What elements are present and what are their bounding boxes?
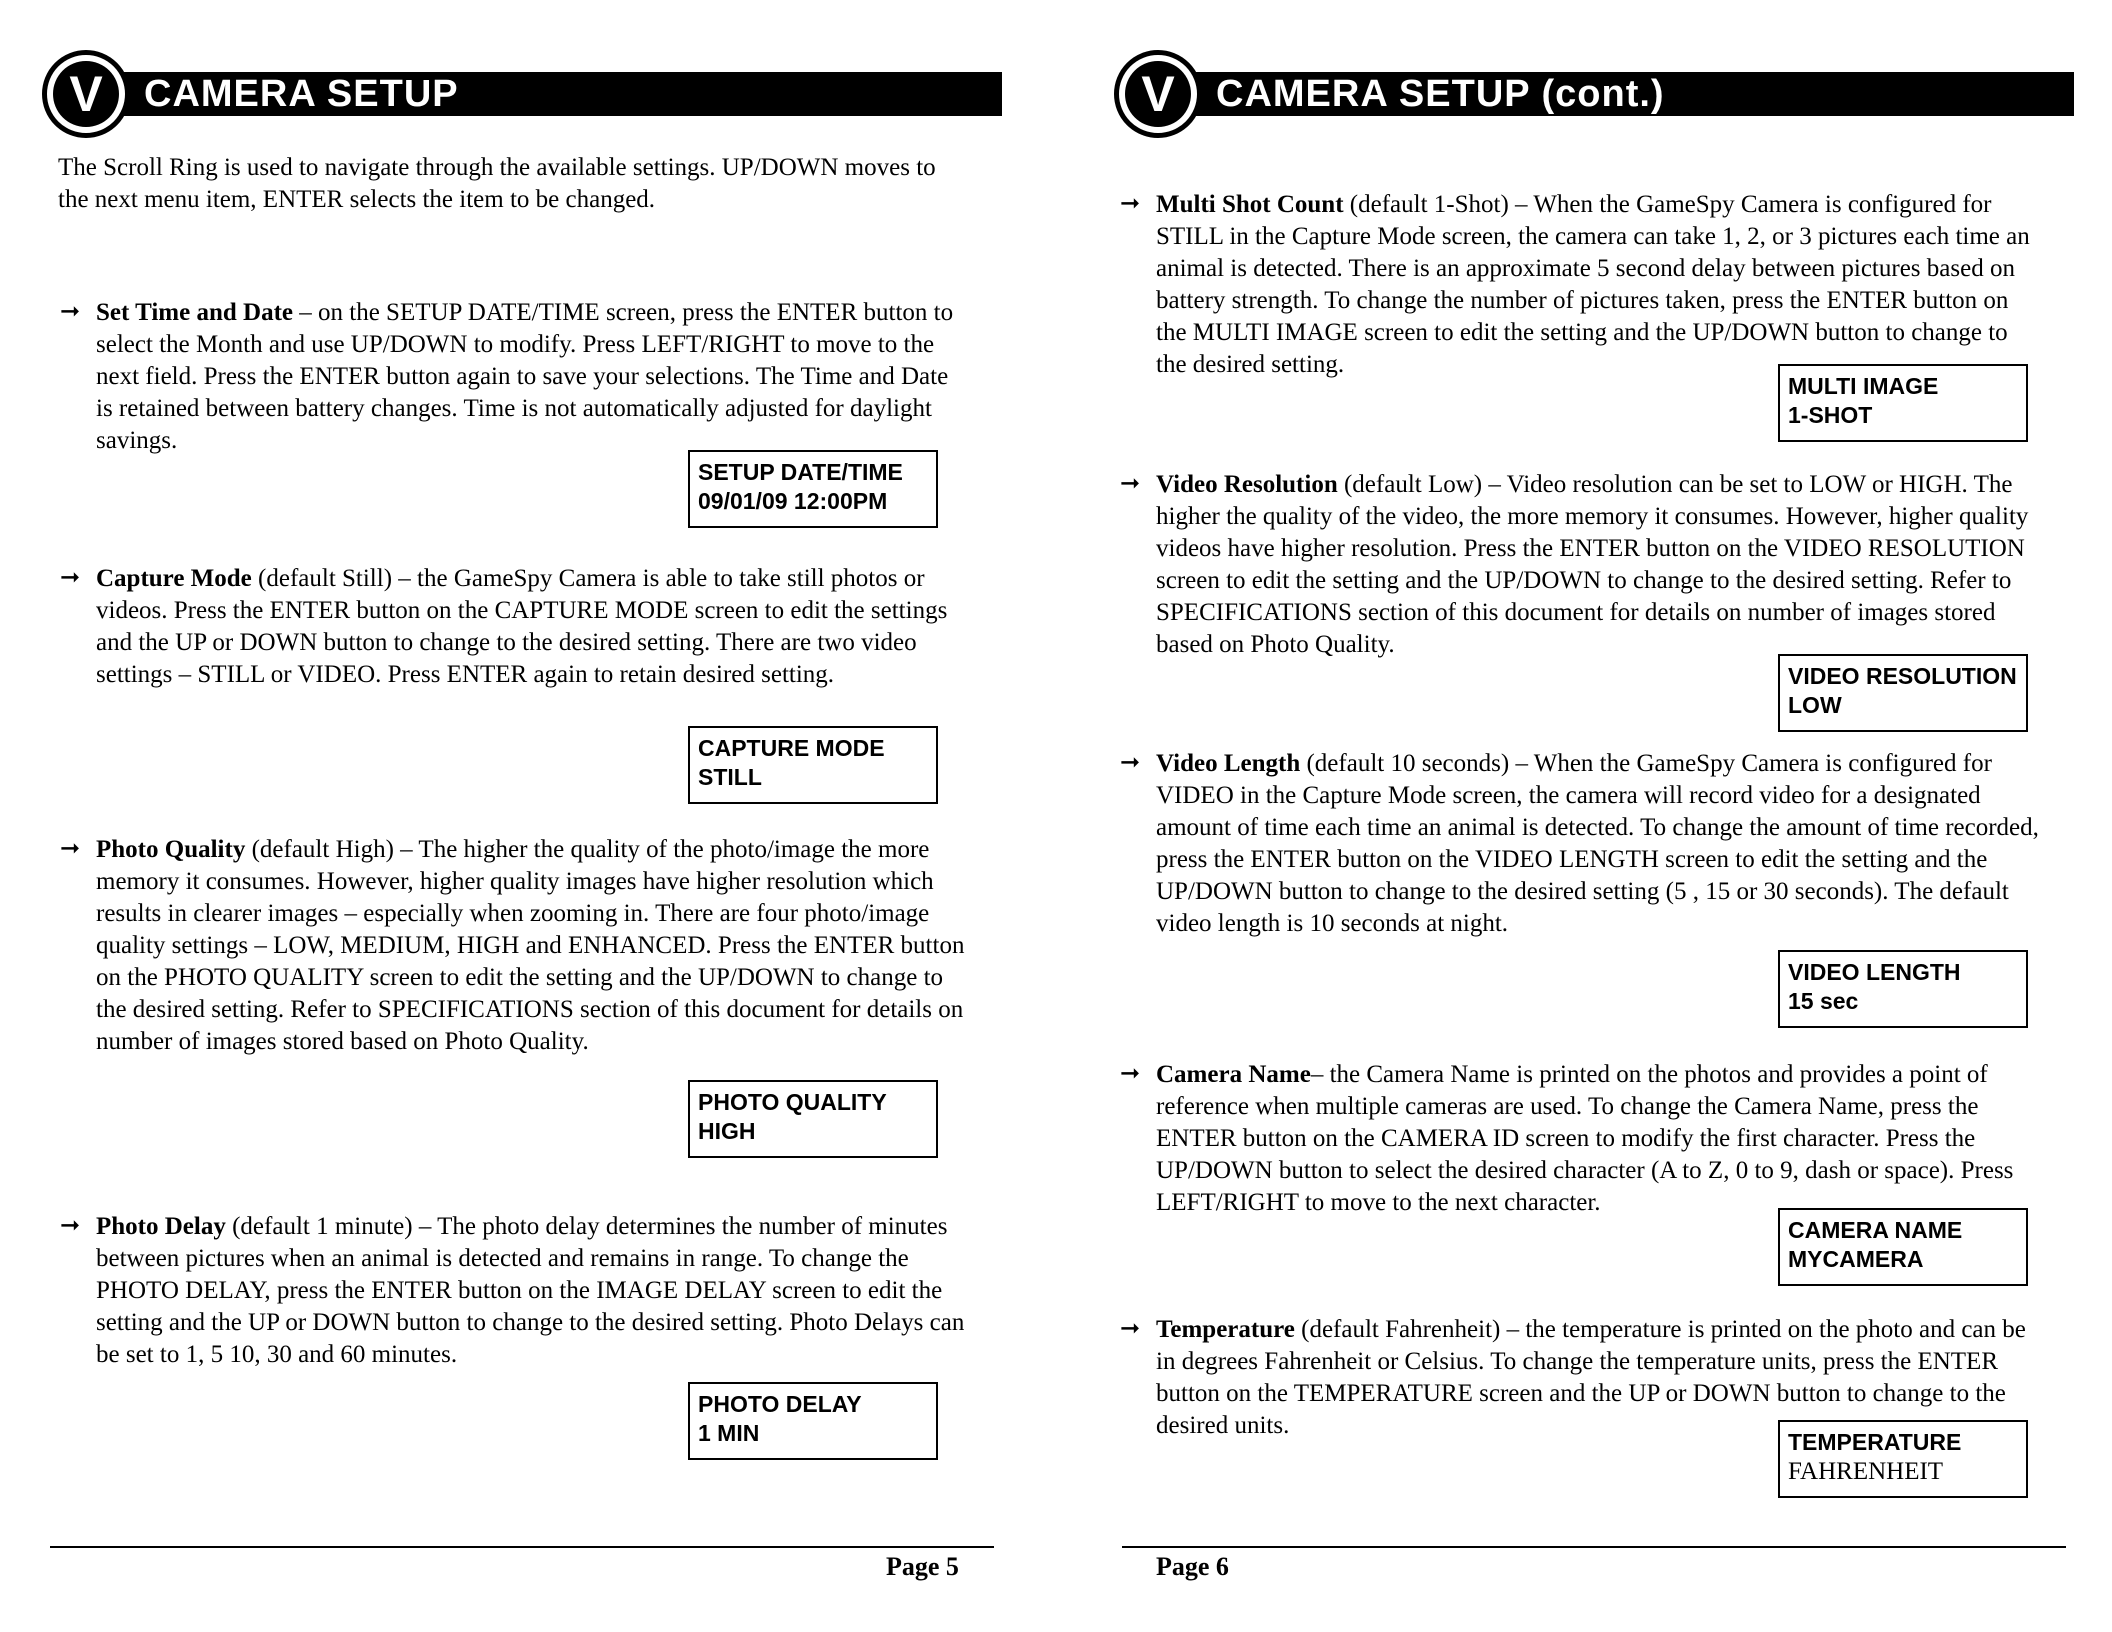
- section-title: CAMERA SETUP (cont.): [1154, 72, 2074, 116]
- section-badge: [1114, 50, 1202, 138]
- lcd-line-2: 1-SHOT: [1788, 402, 1873, 428]
- section-header: [1114, 50, 2074, 138]
- lcd-line-1: MULTI IMAGE: [1788, 373, 1939, 399]
- arrow-bullet-icon: ➞: [60, 297, 81, 325]
- arrow-bullet-icon: ➞: [1120, 469, 1141, 497]
- entry-title: Video Resolution: [1156, 471, 1338, 498]
- entry-title: Temperature: [1156, 1316, 1295, 1343]
- entry-title: Photo Delay: [96, 1213, 226, 1240]
- footer-rule: [1122, 1546, 2066, 1548]
- lcd-line-1: SETUP DATE/TIME: [698, 459, 903, 485]
- entry-video-length: [1120, 748, 2056, 940]
- entry-capture-mode: [60, 563, 966, 691]
- entry-set-time-date: [60, 297, 966, 457]
- section-header: [42, 50, 1002, 138]
- lcd-line-1: PHOTO DELAY: [698, 1391, 862, 1417]
- lcd-line-2: FAHRENHEIT: [1788, 1458, 1944, 1485]
- lcd-screen-multi-image: [1778, 364, 2028, 442]
- entry-title: Photo Quality: [96, 836, 246, 863]
- lcd-line-2: 09/01/09 12:00PM: [698, 488, 888, 514]
- entry-photo-delay: [60, 1211, 966, 1371]
- section-title: CAMERA SETUP: [82, 72, 1002, 116]
- arrow-bullet-icon: ➞: [60, 834, 81, 862]
- lcd-line-1: CAPTURE MODE: [698, 735, 885, 761]
- lcd-screen-temperature: [1778, 1420, 2028, 1498]
- entry-text: (default Still) – the GameSpy Camera is able to take still photos or videos. Press the ENTER button on the CAPTURE MODE screen to edit the settings and the UP or DOWN button to change to the desired setting. There are two video settings – STILL or VIDEO. Press ENTER again to retain desired setting.: [96, 565, 948, 688]
- page-number: Page 6: [1156, 1552, 1229, 1581]
- entry-text: (default 10 seconds) – When the GameSpy Camera is configured for VIDEO in the Capture Mode screen, the camera will record video for a designated amount of time each time an animal is detected. To change the amount of time recorded, press the ENTER button on the VIDEO LENGTH screen to edit the setting and the UP/DOWN button to change to the desired setting (5 , 15 or 30 seconds). The default video length is 10 seconds at night.: [1156, 750, 2039, 937]
- lcd-screen-capture-mode: [688, 726, 938, 804]
- section-badge-letter: V: [53, 61, 119, 127]
- entry-title: Capture Mode: [96, 565, 252, 592]
- lcd-line-2: MYCAMERA: [1788, 1246, 1924, 1272]
- lcd-screen-video-resolution: [1778, 654, 2028, 732]
- entry-title: Set Time and Date: [96, 299, 293, 326]
- arrow-bullet-icon: ➞: [60, 1211, 81, 1239]
- arrow-bullet-icon: ➞: [1120, 189, 1141, 217]
- page-6: [1056, 0, 2112, 1632]
- entry-video-resolution: [1120, 469, 2046, 661]
- entry-title: Multi Shot Count: [1156, 191, 1344, 218]
- entry-text: – on the SETUP DATE/TIME screen, press the ENTER button to select the Month and use UP/DOWN to modify. Press LEFT/RIGHT to move to the next field. Press the ENTER button again to save your selections. The Time and Date is retained between battery changes. Time is not automatically adjusted for daylight savings.: [96, 299, 954, 454]
- entry-text: – the Camera Name is printed on the photos and provides a point of reference when multiple cameras are used. To change the Camera Name, press the ENTER button on the CAMERA ID screen to modify the first character. Press the UP/DOWN button to select the desired character (A to Z, 0 to 9, dash or space). Press LEFT/RIGHT to move to the next character.: [1156, 1061, 2014, 1216]
- lcd-line-2: STILL: [698, 764, 762, 790]
- lcd-screen-photo-delay: [688, 1382, 938, 1460]
- entry-text: (default 1-Shot) – When the GameSpy Camera is configured for STILL in the Capture Mode screen, the camera can take 1, 2, or 3 pictures each time an animal is detected. There is an approximate 5 second delay between pictures based on battery strength. To change the number of pictures taken, press the ENTER button on the MULTI IMAGE screen to edit the setting and the UP/DOWN button to change to the desired setting.: [1156, 191, 2030, 378]
- page-number: Page 5: [886, 1552, 959, 1581]
- entry-photo-quality: [60, 834, 976, 1058]
- lcd-screen-camera-name: [1778, 1208, 2028, 1286]
- intro-paragraph: The Scroll Ring is used to navigate through the available settings. UP/DOWN moves to the next menu item, ENTER selects the item to be changed.: [58, 154, 936, 213]
- arrow-bullet-icon: ➞: [1120, 748, 1141, 776]
- section-badge: [42, 50, 130, 138]
- entry-multi-shot-count: [1120, 189, 2036, 381]
- entry-title: Camera Name: [1156, 1061, 1311, 1088]
- entry-text: (default Low) – Video resolution can be set to LOW or HIGH. The higher the quality of the video, the more memory it consumes. However, higher quality videos have higher resolution. Press the ENTER button on the VIDEO RESOLUTION screen to edit the setting and the UP/DOWN to change to the desired setting. Refer to SPECIFICATIONS section of this document for details on number of images stored based on Photo Quality.: [1156, 471, 2029, 658]
- section-badge-letter: V: [1125, 61, 1191, 127]
- arrow-bullet-icon: ➞: [60, 563, 81, 591]
- arrow-bullet-icon: ➞: [1120, 1314, 1141, 1342]
- entry-title: Video Length: [1156, 750, 1301, 777]
- lcd-line-2: LOW: [1788, 692, 1842, 718]
- lcd-line-2: 1 MIN: [698, 1420, 760, 1446]
- lcd-line-1: VIDEO LENGTH: [1788, 959, 1961, 985]
- lcd-screen-photo-quality: [688, 1080, 938, 1158]
- entry-text: (default High) – The higher the quality of the photo/image the more memory it consumes. However, higher quality images have higher resolution which results in clearer images – especially when zooming in. There are four photo/image quality settings – LOW, MEDIUM, HIGH and ENHANCED. Press the ENTER button on the PHOTO QUALITY screen to edit the setting and the UP/DOWN to change to the desired setting. Refer to SPECIFICATIONS section of this document for details on number of images stored based on Photo Quality.: [96, 836, 965, 1055]
- lcd-line-2: 15 sec: [1788, 988, 1859, 1014]
- entry-text: (default 1 minute) – The photo delay determines the number of minutes between pictures when an animal is detected and remains in range. To change the PHOTO DELAY, press the ENTER button on the IMAGE DELAY screen to edit the setting and the UP or DOWN button to change to the desired setting. Photo Delays can be set to 1, 5 10, 30 and 60 minutes.: [96, 1213, 965, 1368]
- footer-rule: [50, 1546, 994, 1548]
- lcd-line-2: HIGH: [698, 1118, 756, 1144]
- arrow-bullet-icon: ➞: [1120, 1059, 1141, 1087]
- lcd-screen-video-length: [1778, 950, 2028, 1028]
- lcd-line-1: PHOTO QUALITY: [698, 1089, 887, 1115]
- entry-camera-name: [1120, 1059, 2046, 1219]
- lcd-screen-setup-date-time: [688, 450, 938, 528]
- lcd-line-1: CAMERA NAME: [1788, 1217, 1963, 1243]
- entry-text: (default Fahrenheit) – the temperature is printed on the photo and can be in degrees Fahrenheit or Celsius. To change the temperature units, press the ENTER button on the TEMPERATURE screen and the UP or DOWN button to change to the desired units.: [1156, 1316, 2026, 1439]
- lcd-line-1: VIDEO RESOLUTION: [1788, 663, 2017, 689]
- lcd-line-1: TEMPERATURE: [1788, 1429, 1962, 1455]
